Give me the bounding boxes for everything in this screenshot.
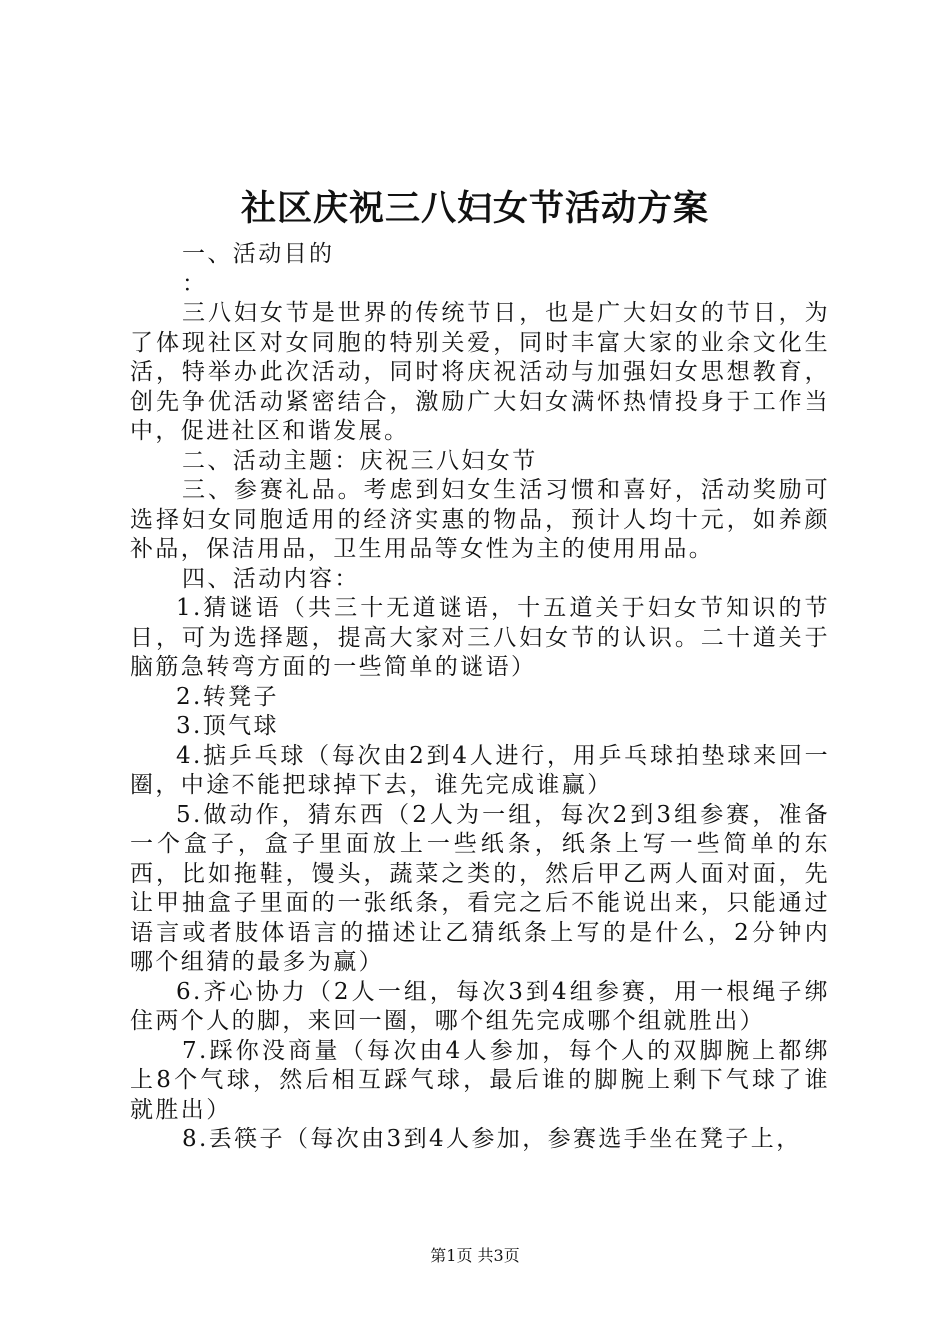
paragraph-purpose: 三八妇女节是世界的传统节日，也是广大妇女的节日，为了体现社区对女同胞的特别关爱，同时丰富大家的业余文化生活，特举办此次活动，同时将庆祝活动与加强妇女思想教育，创先争优活动紧密结合，激励广大妇女满怀热情投身于工作当中，促进社区和谐发展。 [130, 300, 830, 444]
list-item-stools: 2.转凳子 [176, 683, 279, 710]
list-item-balloon: 3.顶气球 [176, 713, 279, 739]
colon-line: ： [182, 270, 208, 297]
section-heading-theme: 二、活动主题：庆祝三八妇女节 [182, 447, 538, 474]
list-item-teamwork: 6.齐心协力（2人一组，每次3到4组参赛，用一根绳子绑住两个人的脚，来回一圈，哪个组先完成哪个组就胜出） [130, 978, 830, 1034]
list-item-riddles: 1.猜谜语（共三十无道谜语，十五道关于妇女节知识的节日，可为选择题，提高大家对三八妇女节的认识。二十道关于脑筋急转弯方面的一些简单的谜语） [130, 595, 830, 680]
list-item-charades: 5.做动作，猜东西（2人为一组，每次2到3组参赛，准备一个盒子，盒子里面放上一些纸条，纸条上写一些简单的东西，比如拖鞋，馒头，蔬菜之类的，然后甲乙两人面对面，先让甲抽盒子里面的一张纸条，看完之后不能说出来，只能通过语言或者肢体语言的描述让乙猜纸条上写的是什么，2分钟内哪个组猜的最多为赢） [130, 801, 830, 975]
list-item-chopsticks: 8.丢筷子（每次由3到4人参加，参赛选手坐在凳子上， [182, 1126, 802, 1152]
section-heading-purpose: 一、活动目的 [182, 241, 335, 267]
list-item-stomp: 7.踩你没商量（每次由4人参加，每个人的双脚腕上都绑上8个气球，然后相互踩气球，最后谁的脚腕上剩下气球了谁就胜出） [130, 1037, 830, 1123]
section-heading-content: 四、活动内容： [182, 565, 360, 592]
page-footer: 第1页 共3页 [430, 1246, 520, 1265]
paragraph-prizes: 三、参赛礼品。考虑到妇女生活习惯和喜好，活动奖励可选择妇女同胞适用的经济实惠的物品，预计人均十元，如养颜补品，保洁用品，卫生用品等女性为主的使用用品。 [130, 477, 830, 562]
document-title: 社区庆祝三八妇女节活动方案 [240, 188, 709, 229]
list-item-pingpong: 4.掂乒乓球（每次由2到4人进行，用乒乓球拍垫球来回一圈，中途不能把球掉下去，谁先完成谁赢） [130, 742, 830, 798]
document-body [130, 240, 830, 1155]
